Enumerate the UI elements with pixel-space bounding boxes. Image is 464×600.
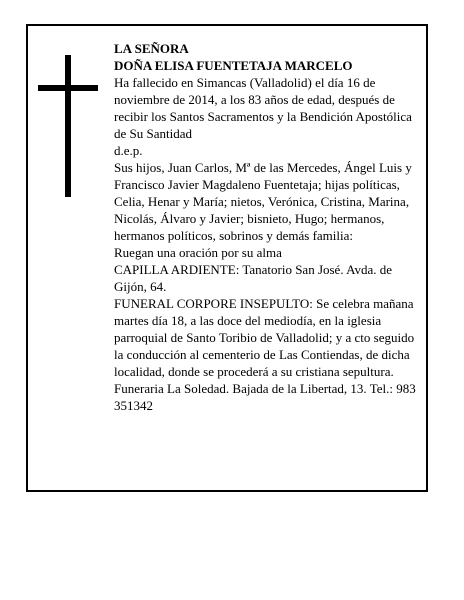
deceased-name: DOÑA ELISA FUENTETAJA MARCELO bbox=[114, 58, 353, 73]
title-line-1: LA SEÑORA bbox=[114, 41, 189, 56]
obituary-text bbox=[114, 40, 416, 414]
funeral-paragraph: FUNERAL CORPORE INSEPULTO: Se celebra mañana martes día 18, a las doce del mediodía, en la iglesia parroquial de Santo Toribio de Valladolid; y a cto seguido la conducción al cementerio de Las Contiendas, de dicha localidad, donde se procederá a su cristiana sepultura. bbox=[114, 296, 415, 379]
latin-cross-icon bbox=[38, 55, 98, 197]
dep-line: d.e.p. bbox=[114, 143, 143, 158]
family-paragraph: Sus hijos, Juan Carlos, Mª de las Mercedes, Ángel Luis y Francisco Javier Magdaleno Fuentetaja; hijas políticas, Celia, Henar y María; nietos, Verónica, Cristina, Marina, Nicolás, Álvaro y Javier; bisnieto, Hugo; hermanos, hermanos políticos, sobrinos y demás familia: bbox=[114, 160, 412, 243]
chapel-paragraph: CAPILLA ARDIENTE: Tanatorio San José. Avda. de Gijón, 64. bbox=[114, 262, 393, 294]
prayer-line: Ruegan una oración por su alma bbox=[114, 245, 282, 260]
death-paragraph: Ha fallecido en Simancas (Valladolid) el día 16 de noviembre de 2014, a los 83 años de edad, después de recibir los Santos Sacramentos y la Bendición Apostólica de Su Santidad bbox=[114, 75, 412, 141]
funeral-home-paragraph: Funeraria La Soledad. Bajada de la Libertad, 13. Tel.: 983 351342 bbox=[114, 381, 416, 413]
cross-horizontal-bar bbox=[38, 85, 98, 91]
cross-vertical-bar bbox=[65, 55, 71, 197]
